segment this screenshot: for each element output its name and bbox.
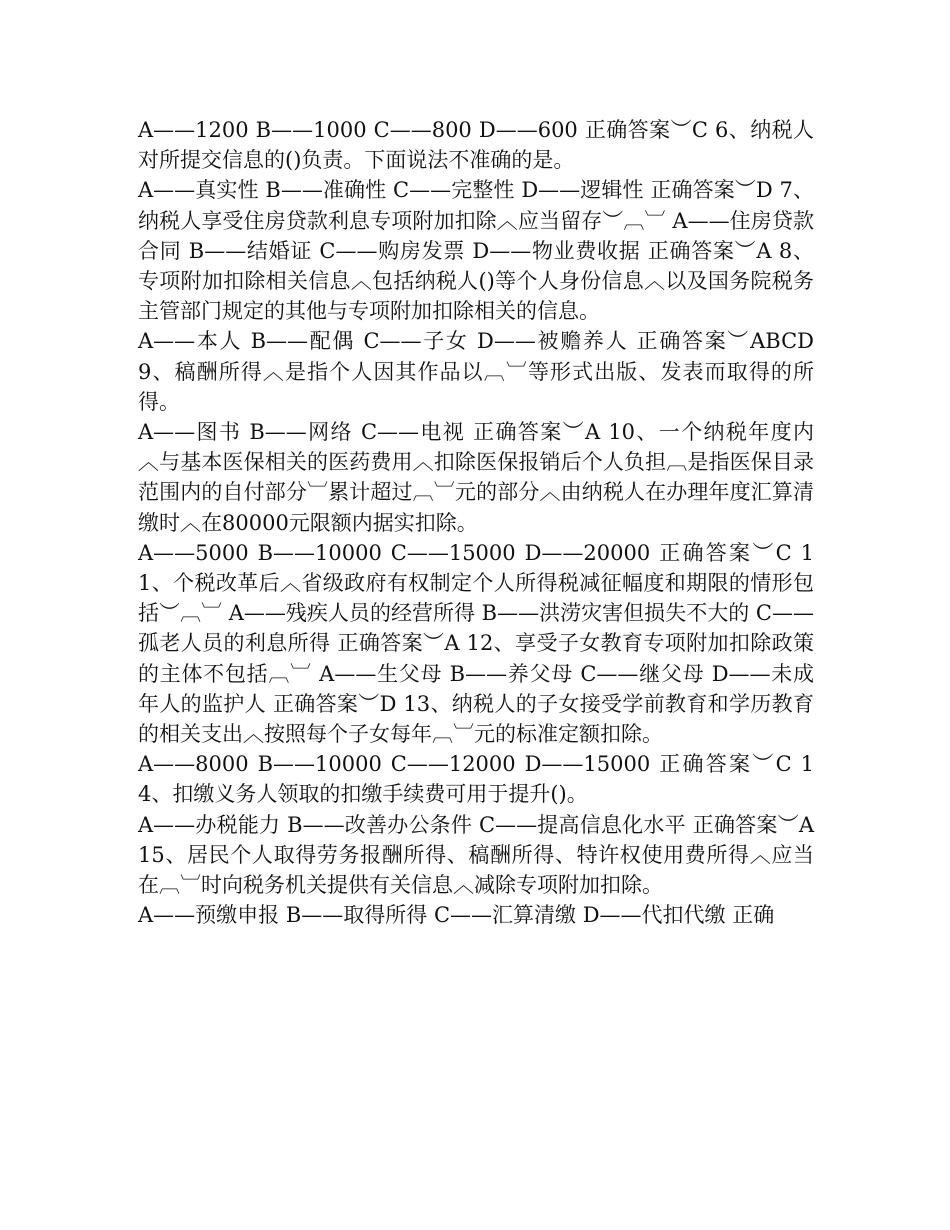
paragraph-q5-options-q6: A——1200 B——1000 C——800 D——600 正确答案︶C 6、纳税人对所提交信息的()负责。下面说法不准确的是。 [138, 118, 814, 173]
paragraph-q13-options-q14: A——8000 B——10000 C——12000 D——15000 正确答案︶C 14、扣缴义务人领取的扣缴手续费可用于提升()。 [138, 752, 814, 807]
paragraph-q14-options-q15: A——办税能力 B——改善办公条件 C——提高信息化水平 正确答案︶A 15、居民个人取得劳务报酬所得、稿酬所得、特许权使用费所得︿应当在︹︺时向税务机关提供有关信息︿减除专项附加扣除。 [138, 812, 814, 898]
paragraph-q15-options: A——预缴申报 B——取得所得 C——汇算清缴 D——代扣代缴 正确 [138, 903, 775, 928]
paragraph-q9-options-q10: A——图书 B——网络 C——电视 正确答案︶A 10、一个纳税年度内︿与基本医保相关的医药费用︿扣除医保报销后个人负担︹是指医保目录范围内的自付部分︺累计超过︹︺元的部分︿由纳税人在办理年度汇算清缴时︿在80000元限额内据实扣除。 [138, 420, 814, 535]
document-body [138, 115, 814, 930]
paragraph-q8-options-q9: A——本人 B——配偶 C——子女 D——被赡养人 正确答案︶ABCD 9、稿酬所得︿是指个人因其作品以︹︺等形式出版、发表而取得的所得。 [138, 329, 814, 414]
paragraph-q10-options-q11-q13: A——5000 B——10000 C——15000 D——20000 正确答案︶C 11、个税改革后︿省级政府有权制定个人所得税减征幅度和期限的情形包括︶︹︺ A——残疾人员的经营所得 B——洪涝灾害但损失不大的 C——孤老人员的利息所得 正确答案︶A 12、享受子女教育专项附加扣除政策的主体不包括︹︺ A——生父母 B——养父母 C——继父母 D——未成年人的监护人 正确答案︶D 13、纳税人的子女接受学前教育和学历教育的相关支出︿按照每个子女每年︹︺元的标准定额扣除。 [138, 540, 814, 747]
paragraph-q6-options-q7-q8: A——真实性 B——准确性 C——完整性 D——逻辑性 正确答案︶D 7、纳税人享受住房贷款利息专项附加扣除︿应当留存︶︹︺ A——住房贷款合同 B——结婚证 C——购房发票 D——物业费收据 正确答案︶A 8、专项附加扣除相关信息︿包括纳税人()等个人身份信息︿以及国务院税务主管部门规定的其他与专项附加扣除相关的信息。 [138, 178, 814, 324]
